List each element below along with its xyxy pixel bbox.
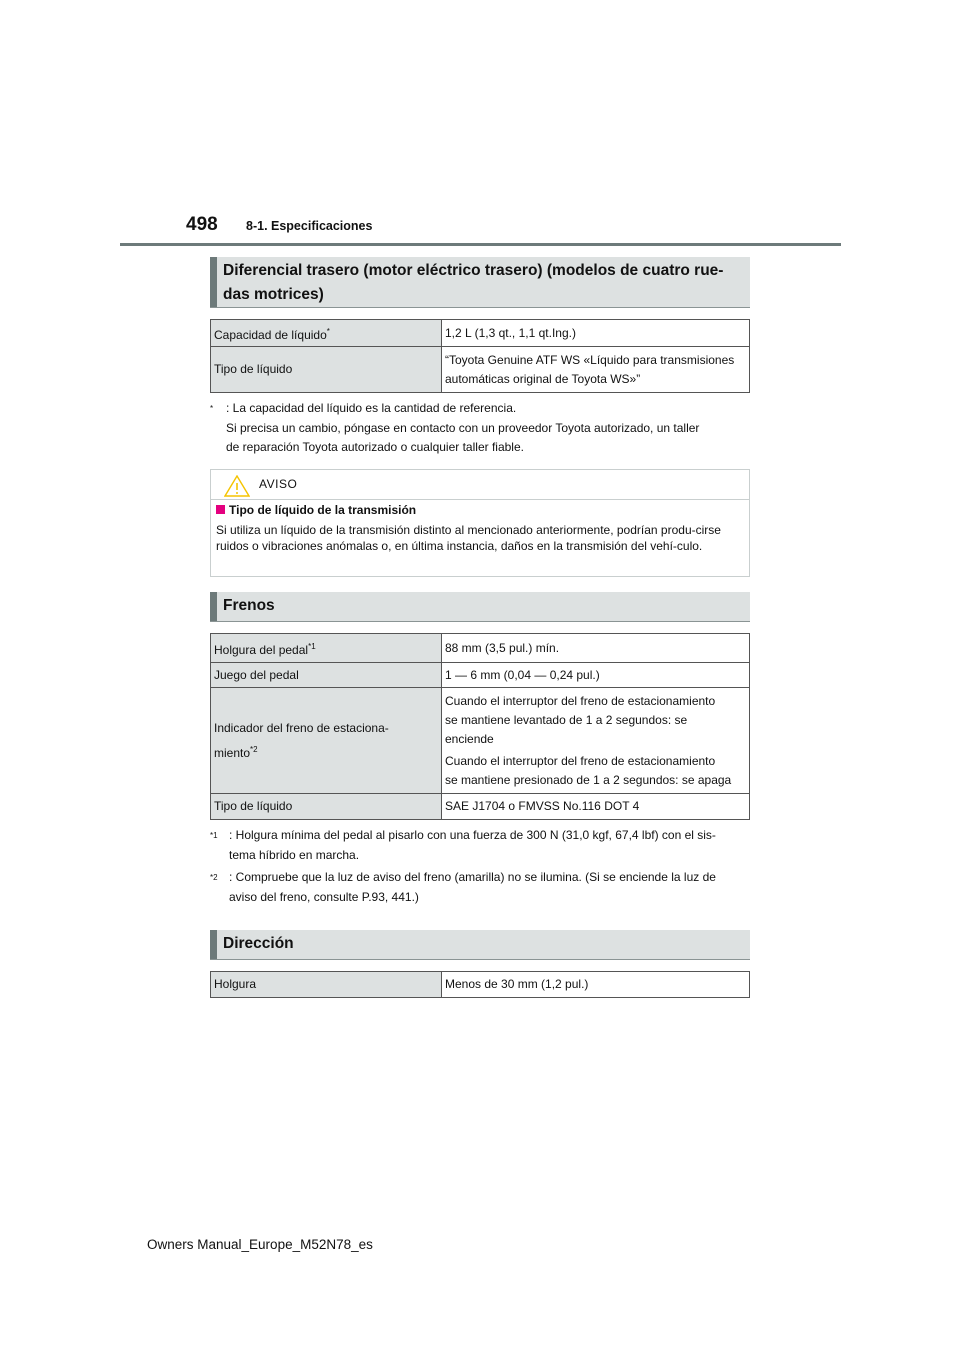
- table-row: [211, 688, 750, 794]
- spec-value: SAE J1704 o FMVSS No.116 DOT 4: [442, 794, 750, 820]
- footnote-parking-brake: [210, 868, 755, 907]
- footnote-line: aviso del freno, consulte P.93, 441.): [229, 889, 419, 904]
- brakes-spec-table: [210, 633, 750, 820]
- spec-value-line: Cuando el interruptor del freno de estacionamiento: [445, 753, 716, 768]
- footnote-line: : Compruebe que la luz de aviso del freno (amarilla) no se ilumina. (Si se enciende la luz de: [229, 870, 716, 884]
- caution-box: [210, 469, 750, 577]
- footnote-line: Si precisa un cambio, póngase en contacto con un proveedor Toyota autorizado, un taller: [226, 420, 700, 435]
- footnote-line: : Holgura mínima del pedal al pisarlo con una fuerza de 300 N (31,0 kgf, 67,4 lbf) con el sis-: [229, 828, 716, 842]
- spec-key: Holgura: [211, 972, 442, 998]
- spec-key-line: [214, 740, 438, 763]
- spec-key-text: miento: [214, 745, 251, 760]
- heading-bar: [210, 257, 217, 307]
- table-row: [211, 347, 750, 393]
- spec-value: [442, 347, 750, 393]
- section-heading-rear-differential: [210, 257, 750, 308]
- spec-value-line: se mantiene presionado de 1 a 2 segundos: se apaga: [445, 772, 732, 787]
- table-row: [211, 634, 750, 663]
- spec-key-text: Holgura del pedal: [214, 642, 309, 657]
- header-rule: [120, 243, 841, 246]
- footnote-pedal-free-play: [210, 826, 755, 865]
- footnote-capacity: [210, 399, 755, 458]
- steering-spec-table: [210, 971, 750, 998]
- section-heading-brakes: [210, 592, 750, 622]
- footnote-marker: [210, 868, 218, 892]
- caution-label: AVISO: [259, 477, 298, 491]
- heading-bar: [210, 592, 217, 621]
- table-row: [211, 972, 750, 998]
- heading-bar: [210, 930, 217, 959]
- footnote-marker: *: [326, 326, 330, 336]
- table-row: [211, 794, 750, 820]
- spec-key: Juego del pedal: [211, 663, 442, 688]
- caution-header: [211, 470, 749, 500]
- spec-key: Tipo de líquido: [211, 347, 442, 393]
- section-reference: 8-1. Especificaciones: [246, 219, 373, 233]
- spec-key: [211, 320, 442, 347]
- footnote-line: tema híbrido en marcha.: [229, 847, 360, 862]
- spec-key-text: Capacidad de líquido: [214, 327, 327, 342]
- spec-value: [442, 688, 750, 794]
- footnote-marker-text: *1: [210, 831, 218, 840]
- spec-key: Tipo de líquido: [211, 794, 442, 820]
- pink-square-bullet-icon: [216, 505, 225, 514]
- spec-value: 1,2 L (1,3 qt., 1,1 qt.Ing.): [442, 320, 750, 347]
- spec-value-line: “Toyota Genuine ATF WS «Líquido para transmisiones: [445, 352, 735, 367]
- footer-text: Owners Manual_Europe_M52N78_es: [147, 1237, 373, 1252]
- caution-title-text: Tipo de líquido de la transmisión: [229, 503, 417, 517]
- table-row: [211, 320, 750, 347]
- spec-value-line: Cuando el interruptor del freno de estacionamiento: [445, 693, 716, 708]
- caution-body: Si utiliza un líquido de la transmisión distinto al mencionado anteriormente, podrían produ-cirse ruidos o vibraciones anómalas o, en última instancia, daños en la transmisión del vehí-culo.: [216, 523, 721, 553]
- footnote-marker: [210, 399, 213, 423]
- footnote-marker: [210, 826, 218, 850]
- footnote-marker: *1: [308, 641, 316, 651]
- spec-value: Menos de 30 mm (1,2 pul.): [442, 972, 750, 998]
- footnote-marker: *2: [250, 744, 258, 754]
- caution-title: [216, 503, 416, 517]
- section-heading-steering: [210, 930, 750, 960]
- spec-value-line: se mantiene levantado de 1 a 2 segundos: se: [445, 712, 688, 727]
- spec-key: [211, 634, 442, 663]
- spec-key-line: Indicador del freno de estaciona-: [214, 720, 389, 735]
- footnote-line: : La capacidad del líquido es la cantidad de referencia.: [226, 401, 517, 415]
- warning-triangle-icon: [224, 475, 250, 497]
- spec-value: 1 — 6 mm (0,04 — 0,24 pul.): [442, 663, 750, 688]
- footnote-marker-text: *2: [210, 873, 218, 882]
- spec-value-line: automáticas original de Toyota WS»”: [445, 371, 641, 386]
- footnote-line: de reparación Toyota autorizado o cualquier taller fiable.: [226, 440, 524, 454]
- heading-text: Frenos: [223, 597, 275, 614]
- spec-key: [211, 688, 442, 794]
- heading-text: Dirección: [223, 935, 294, 952]
- heading-text: Diferencial trasero (motor eléctrico trasero) (modelos de cuatro rue-das motrices): [223, 262, 724, 303]
- rear-differential-spec-table: [210, 319, 750, 393]
- footnote-marker-text: *: [210, 404, 214, 413]
- spec-value: 88 mm (3,5 pul.) mín.: [442, 634, 750, 663]
- table-row: [211, 663, 750, 688]
- page-number: 498: [186, 214, 218, 235]
- spec-value-line: enciende: [445, 731, 494, 746]
